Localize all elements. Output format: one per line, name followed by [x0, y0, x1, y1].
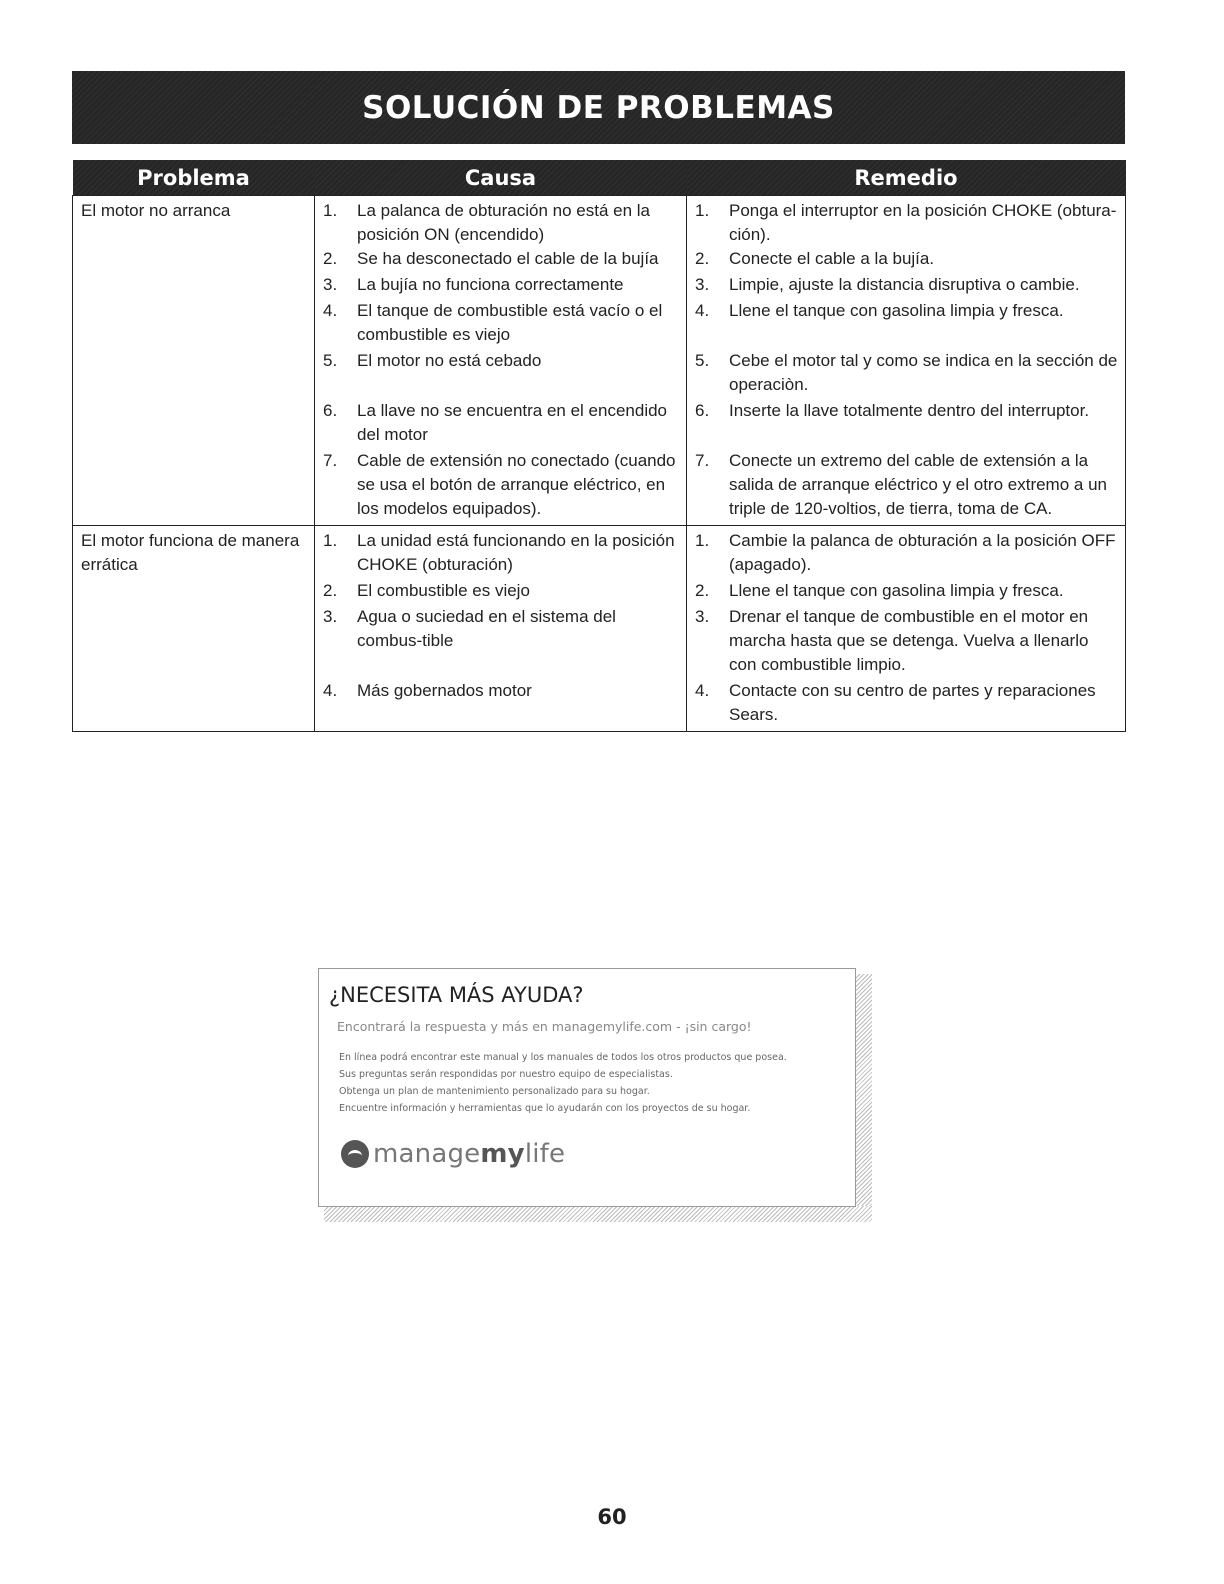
- cause-cell: [315, 196, 687, 526]
- help-lines: [339, 1049, 787, 1117]
- table-row: [73, 526, 1126, 732]
- remedy-cell: [687, 526, 1126, 732]
- remedy-item: 2. Llene el tanque con gasolina limpia y fresca.: [695, 581, 1064, 600]
- header-cause: Causa: [315, 160, 687, 196]
- remedy-item: 6. Inserte la llave totalmente dentro del interruptor.: [695, 401, 1090, 420]
- troubleshooting-table: [72, 160, 1126, 732]
- remedy-item: 7. Conecte un extremo del cable de extensión a la salida de arranque eléctrico y el otro extremo a un triple de 120-voltios, de tierra, toma de CA.: [695, 451, 1107, 518]
- remedy-item: 1. Ponga el interruptor en la posición CHOKE (obtura-ción).: [695, 201, 1117, 244]
- help-box-shadow: [855, 974, 872, 1214]
- remedy-item: 3. Limpie, ajuste la distancia disruptiva o cambie.: [695, 275, 1080, 294]
- cause-cell: [315, 526, 687, 732]
- cause-item: 3. La bujía no funciona correctamente: [323, 275, 624, 294]
- managemylife-logo-icon: [341, 1140, 369, 1168]
- remedy-item: 4. Contacte con su centro de partes y reparaciones Sears.: [695, 681, 1096, 724]
- cause-item: 4. El tanque de combustible está vacío o el combustible es viejo: [323, 301, 663, 344]
- page-title-bar: [72, 71, 1125, 144]
- cause-item: 3. Agua o suciedad en el sistema del combus-tible: [323, 607, 616, 650]
- cause-item: 2. El combustible es viejo: [323, 581, 530, 600]
- page-title: SOLUCIÓN DE PROBLEMAS: [362, 89, 835, 126]
- help-line: Sus preguntas serán respondidas por nuestro equipo de especialistas.: [339, 1069, 673, 1080]
- help-line: En línea podrá encontrar este manual y los manuales de todos los otros productos que posea.: [339, 1052, 787, 1063]
- remedy-item: 3. Drenar el tanque de combustible en el motor en marcha hasta que se detenga. Vuelva a llenarlo con combustible limpio.: [695, 607, 1089, 674]
- table-row: [73, 196, 1126, 526]
- table-header-row: [73, 160, 1126, 196]
- cause-item: 2. Se ha desconectado el cable de la bujía: [323, 249, 659, 268]
- cause-item: 1. La palanca de obturación no está en la posición ON (encendido): [323, 201, 651, 244]
- cause-item: 6. La llave no se encuentra en el encendido del motor: [323, 401, 668, 444]
- header-problem: Problema: [73, 160, 315, 196]
- help-title: ¿NECESITA MÁS AYUDA?: [329, 983, 584, 1007]
- cause-item: 5. El motor no está cebado: [323, 351, 542, 370]
- cause-item: 7. Cable de extensión no conectado (cuando se usa el botón de arranque eléctrico, en los modelos equipados).: [323, 451, 676, 518]
- problem-cell: El motor no arranca: [73, 196, 315, 526]
- remedy-cell: [687, 196, 1126, 526]
- help-subtitle: Encontrará la respuesta y más en managemylife.com - ¡sin cargo!: [337, 1019, 752, 1034]
- page-number: 60: [597, 1505, 627, 1529]
- problem-cell: El motor funciona de manera errática: [73, 526, 315, 732]
- header-remedy: Remedio: [687, 160, 1126, 196]
- remedy-item: 1. Cambie la palanca de obturación a la posición OFF (apagado).: [695, 531, 1116, 574]
- help-box-shadow: [324, 1206, 872, 1222]
- managemylife-logo: [341, 1139, 565, 1169]
- help-line: Encuentre información y herramientas que lo ayudarán con los proyectos de su hogar.: [339, 1103, 751, 1114]
- cause-item: 1. La unidad está funcionando en la posición CHOKE (obturación): [323, 531, 675, 574]
- remedy-item: 5. Cebe el motor tal y como se indica en la sección de operaciòn.: [695, 351, 1118, 394]
- remedy-item: 2. Conecte el cable a la bujía.: [695, 249, 935, 268]
- help-line: Obtenga un plan de mantenimiento personalizado para su hogar.: [339, 1086, 650, 1097]
- remedy-item: 4. Llene el tanque con gasolina limpia y fresca.: [695, 301, 1064, 320]
- cause-item: 4. Más gobernados motor: [323, 681, 532, 700]
- logo-text: managemylife: [373, 1139, 566, 1169]
- help-box: [318, 968, 856, 1207]
